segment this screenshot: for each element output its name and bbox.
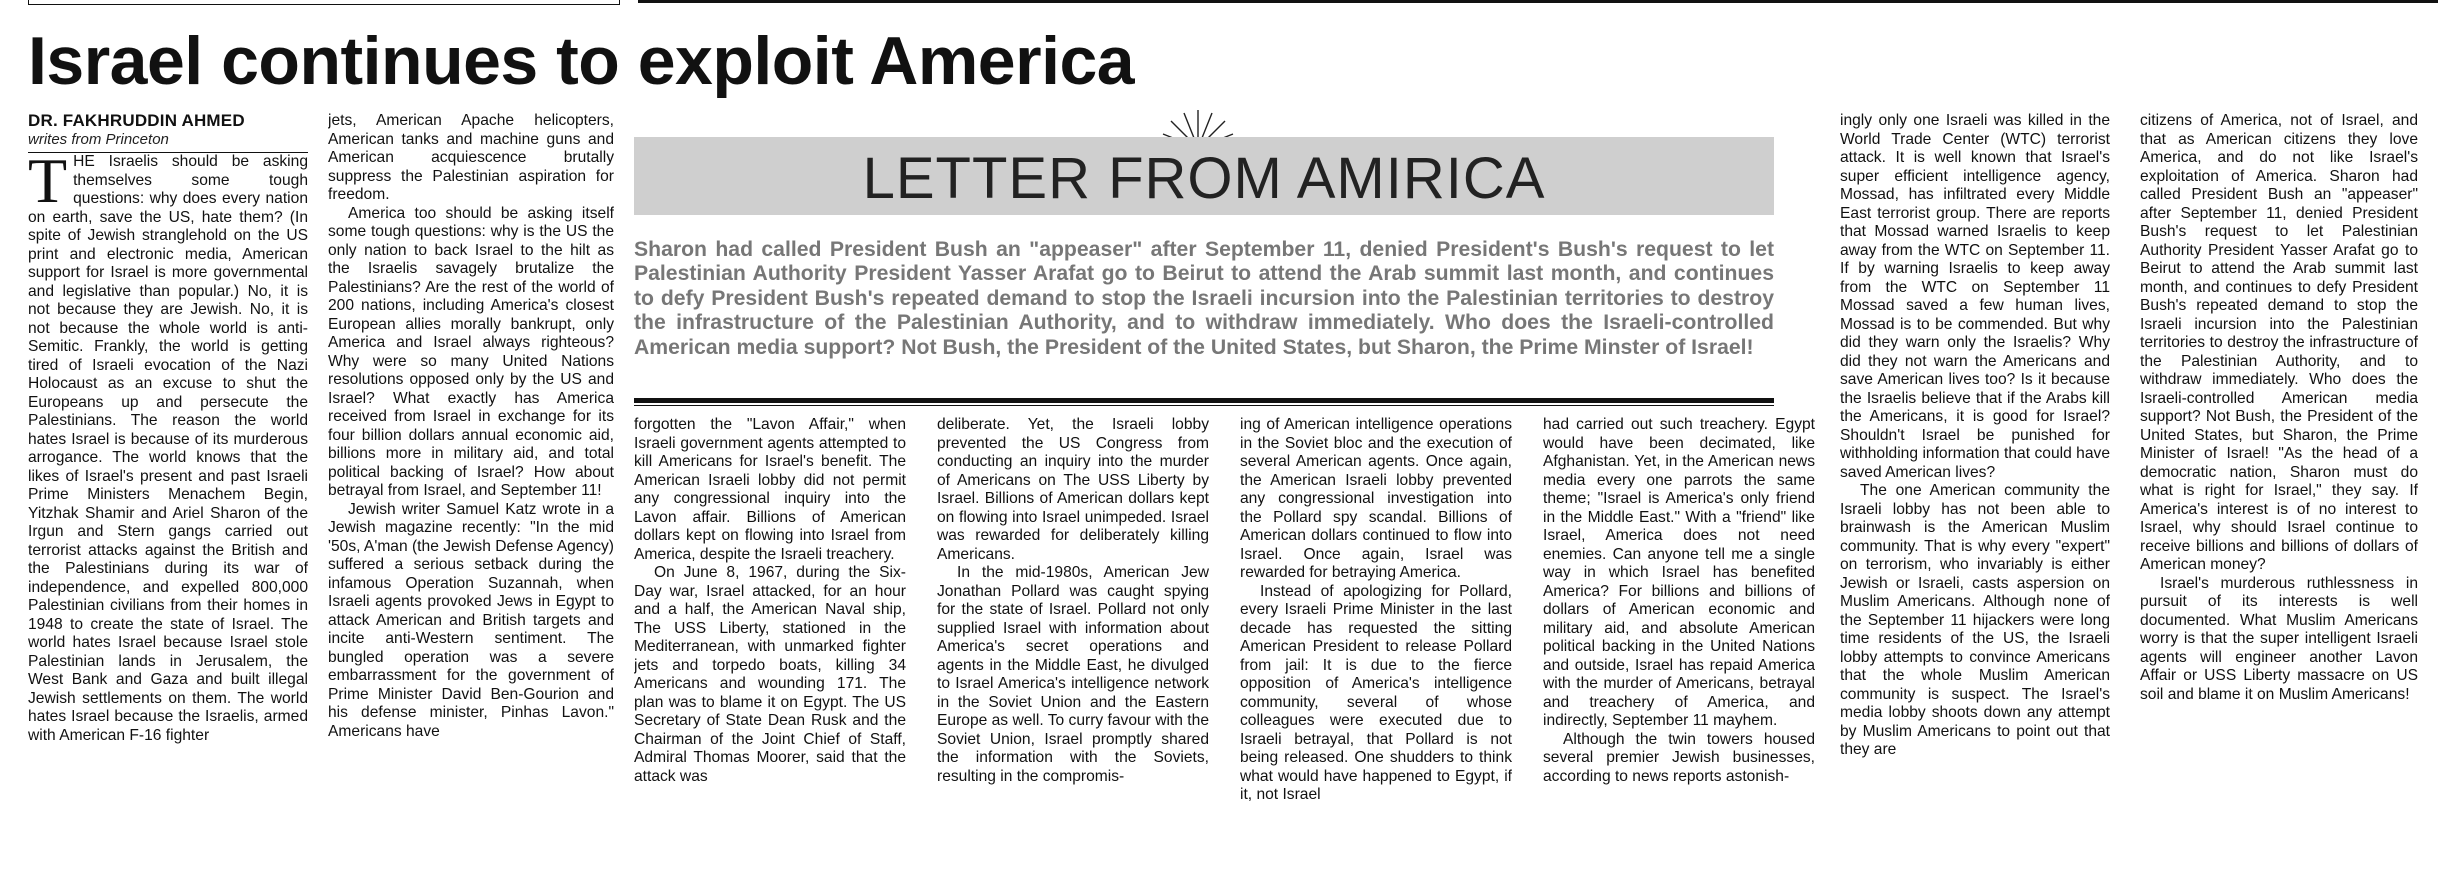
pull-quote: Sharon had called President Bush an "appeaser" after September 11, denied President's Bush's request to let Palestinian Authority President Yasser Arafat go to Beirut to attend the Arab summit last month, and continues to defy President Bush's repeated demand to stop the Israeli incursion into the Palestinian territories to destroy the infrastructure of the Palestinian Authority, and to withdraw immediately. Who does the Israeli-controlled American media support? Not Bush, the President of the United States, but Sharon, the Prime Minster of Israel! bbox=[634, 238, 1774, 359]
column-5 bbox=[1240, 416, 1512, 874]
pullquote-rule bbox=[634, 398, 1774, 403]
column-1 bbox=[28, 112, 308, 872]
paragraph: Jewish writer Samuel Katz wrote in a Jewish magazine recently: "In the mid '50s, A'man (the Jewish Defense Agency) suffered a serious setback during the infamous Operation Suzannah, when Israeli agents provoked Jews in Egypt to attack American and British targets and incite anti-Western sentiment. The bungled operation was a severe embarrassment for the government of Prime Minister David Ben-Gourion and his defense minister, Pinhas Lavon." Americans have bbox=[328, 500, 614, 740]
paragraph: citizens of America, not of Israel, and that as American citizens they love America, and do not like Israel's exploitation of America. Sharon had called President Bush an "appeaser" after September 11, denied President Bush's request to let Palestinian Authority President Yasser Arafat go to Beirut to attend the Arab summit last month, and continues to defy President Bush's repeated demand to stop the Israeli incursion into the Palestinian territories to destroy the infrastructure of the Palestinian Authority, and to withdraw immediately. Who does the Israeli-controlled American media support? Not Bush, the President of the United States, but Sharon, the Prime Minister of Israel! "As the head of a democratic nation, Sharon must do what is right for Israel," they say. If America's interest is of no interest to Israel, why should Israel continue to receive billions and billions of dollars of American money? bbox=[2140, 112, 2418, 573]
pullquote-rule-thin bbox=[634, 405, 1774, 406]
paragraph: jets, American Apache helicopters, American tanks and machine guns and American acquiescence brutally suppress the Palestinian aspiration for freedom. bbox=[328, 112, 614, 203]
paragraph: deliberate. Yet, the Israeli lobby prevented the US Congress from conducting an inquiry into the murder of Americans on The USS Liberty by Israel. Billions of American dollars kept on flowing into Israel unimpeded. Israel was rewarded for deliberately killing Americans. bbox=[937, 416, 1209, 563]
byline-author: DR. FAKHRUDDIN AHMED bbox=[28, 112, 245, 130]
top-rule-left bbox=[28, 0, 620, 5]
paragraph: ingly only one Israeli was killed in the World Trade Center (WTC) terrorist attack. It is well known that Israel's super efficient intelligence agency, Mossad, has infiltrated every Middle East terrorist group. There are reports that Mossad warned Israelis to keep away from the WTC on September 11. If by warning Israelis to keep away from the WTC on September 11 Mossad saved a few human lives, Mossad is to be commended. But why did they warn only the Israelis? Why did they not warn the Americans and save American lives too? Is it because the Israelis believe that if the Arabs kill the Americans, it is good for Israel? Shouldn't Israel be punished for withholding information that could have saved American lives? bbox=[1840, 112, 2110, 481]
paragraph: forgotten the "Lavon Affair," when Israeli government agents attempted to kill Americans for Israel's benefit. The American Israeli lobby did not permit any congressional inquiry into the Lavon affair. Billions of American dollars kept on flowing into Israel from America, despite the Israeli treachery. bbox=[634, 416, 906, 563]
column-7 bbox=[1840, 112, 2110, 874]
paragraph-text: HE Israelis should be asking themselves some tough questions: why does every nation on earth, save the US, hate them? (In spite of Jewish stranglehold on the US print and electronic media, American support for Israel is more governmental and legislative than popular.) No, it is not because they are Jewish. No, it is not because the whole world is anti-Semitic. Frankly, the world is getting tired of Israeli evocation of the Nazi Holocaust as an excuse to shut the Europeans up and persecute the Palestinians. The reason the world hates Israel is because of its murderous arrogance. The world knows that the likes of Israel's present and past Israeli Prime Ministers Menachem Begin, Yitzhak Shamir and Ariel Sharon of the Irgun and Stern gangs carried out terrorist attacks against the British and the Palestinians during its war of independence, and expelled 800,000 Palestinian civilians from their homes in 1948 to create the state of Israel. The world hates Israel because Israel stole Palestinian lands in Jerusalem, the West Bank and Gaza and built illegal Jewish settlements on them. The world hates Israel because the Israelis, armed with American F-16 fighter bbox=[28, 153, 308, 744]
paragraph: had carried out such treachery. Egypt would have been decimated, like Afghanistan. Yet, in the American news media every one parrots the same theme; "Israel is America's only friend in the Middle East." With a "friend" like Israel, America does not need enemies. Can anyone tell me a single way in which Israel has benefited America? For billions and billions of dollars of American economic and military aid, and absolute American political backing in the United Nations and outside, Israel has repaid America with the murder of Americans, betrayal and treachery of America, and indirectly, September 11 mayhem. bbox=[1543, 416, 1815, 729]
paragraph: America too should be asking itself some tough questions: why is the US the only nation to back Israel to the hilt as the Israelis savagely brutalize the Palestinians? Are the rest of the world of 200 nations, including America's closest European allies morally bankrupt, only America and Israel always righteous? Why were so many United Nations resolutions opposed only by the US and Israel? What exactly has America received from Israel in exchange for its four billion dollars annual economic aid, billions more in military aid, and total political backing of Israel? How about betrayal from Israel, and September 11! bbox=[328, 204, 614, 499]
paragraph: Israel's murderous ruthlessness in pursuit of its interests is well documented. What Muslim Americans worry is that the super intelligent Israeli agents will engineer another Lavon Affair or USS Liberty massacre on US soil and blame it on Muslim Americans! bbox=[2140, 574, 2418, 703]
section-banner bbox=[634, 137, 1774, 215]
paragraph: Although the twin towers housed several premier Jewish businesses, according to news reports astonish- bbox=[1543, 730, 1815, 785]
paragraph: The one American community the Israeli lobby has not been able to brainwash is the American Muslim community. That is why every "expert" on terrorism, who invariably is either Jewish or Israeli, casts aspersion on Muslim Americans. Although none of the September 11 hijackers were long time residents of the US, the Israeli lobby attempts to convince Americans that the whole Muslim American community is suspect. The Israel's media lobby shoots down any attempt by Muslim Americans to point out that they are bbox=[1840, 482, 2110, 758]
section-title: LETTER FROM AMIRICA bbox=[862, 146, 1546, 211]
paragraph: Instead of apologizing for Pollard, every Israeli Prime Minister in the last decade has requested the sitting American President to release Pollard from jail: It is due to the fierce opposition of America's intelligence community, several of whose colleagues were executed due to Israeli betrayal, that Pollard is not being released. One shudders to think what would have happened to Egypt, if it, not Israel bbox=[1240, 582, 1512, 803]
byline-location: writes from Princeton bbox=[28, 131, 308, 154]
column-2 bbox=[328, 112, 614, 872]
paragraph: ing of American intelligence operations in the Soviet bloc and the execution of several American agents. Once again, the American Israeli lobby prevented any congressional investigation into the Pollard spy scandal. Billions of American dollars continued to flow into Israel. Once again, Israel was rewarded for betraying America. bbox=[1240, 416, 1512, 581]
drop-cap: T bbox=[28, 145, 68, 216]
paragraph: On June 8, 1967, during the Six-Day war, Israel attacked, for an hour and a half, the American Naval ship, The USS Liberty, stationed in the Mediterranean, with unmarked fighter jets and torpedo boats, killing 34 Americans and wounding 171. The plan was to blame it on Egypt. The US Secretary of State Dean Rusk and the Chairman of the Joint Chief of Staff, Admiral Thomas Moorer, said that the attack was bbox=[634, 564, 906, 785]
column-8 bbox=[2140, 112, 2418, 874]
paragraph bbox=[28, 145, 308, 745]
top-rule-right bbox=[638, 0, 2438, 3]
paragraph: In the mid-1980s, American Jew Jonathan Pollard was caught spying for the state of Israel. Pollard not only supplied Israel with information about America's secret operations and agents in the Middle East, he divulged to Israel America's intelligence network in the Soviet Union and the Eastern Europe as well. To curry favour with the Soviet Union, Israel promptly shared the information with the Soviets, resulting in the compromis- bbox=[937, 564, 1209, 785]
column-6 bbox=[1543, 416, 1815, 874]
column-3 bbox=[634, 416, 906, 874]
column-4 bbox=[937, 416, 1209, 874]
headline: Israel continues to exploit America bbox=[28, 23, 1135, 99]
